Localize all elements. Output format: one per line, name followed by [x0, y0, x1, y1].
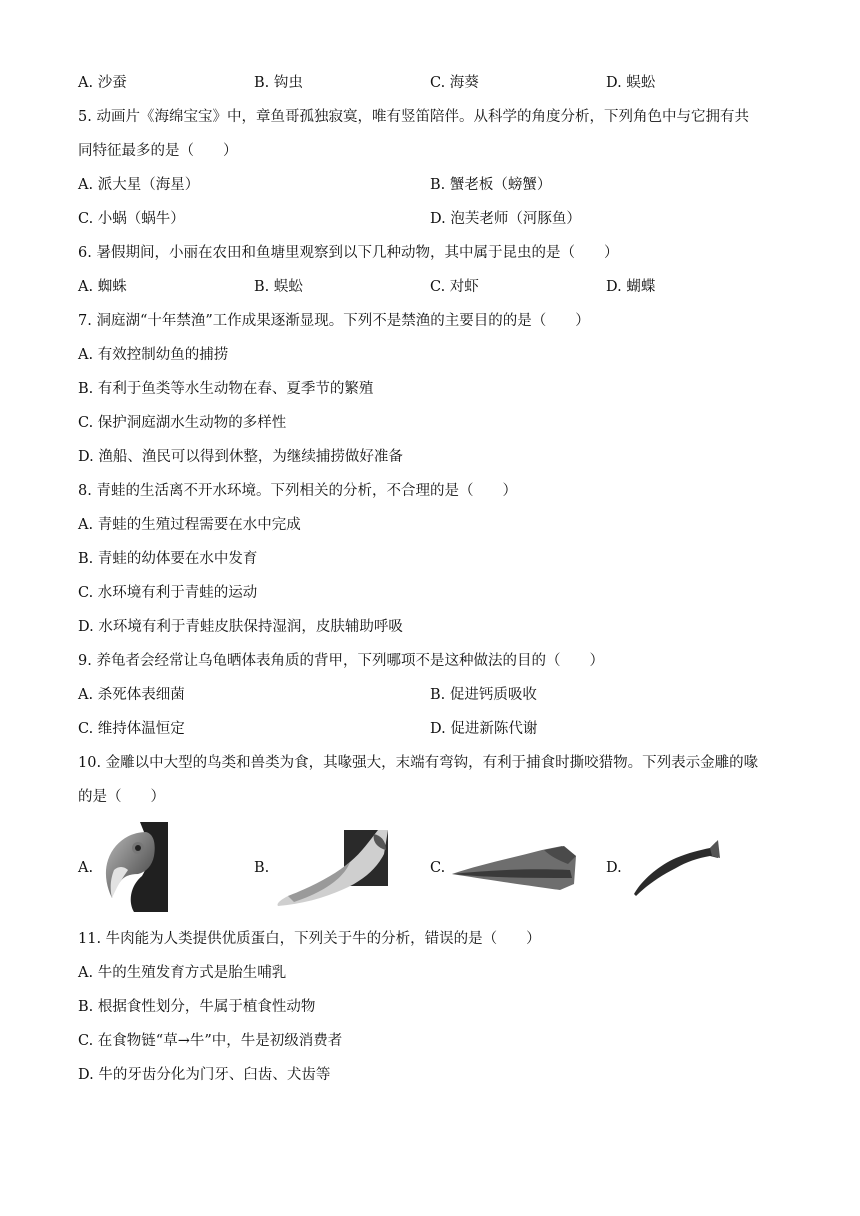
q4-option-d: D. 蜈蚣 — [606, 75, 656, 91]
q5-stem-line-2: 同特征最多的是（ ） — [78, 143, 238, 159]
q11-option-a: A. 牛的生殖发育方式是胎生哺乳 — [78, 965, 287, 981]
q10-image-d-thin-curved-beak — [632, 840, 720, 896]
q5-option-c: C. 小蜗（蜗牛） — [78, 211, 185, 227]
q11-option-b: B. 根据食性划分，牛属于植食性动物 — [78, 999, 316, 1015]
q8-option-d: D. 水环境有利于青蛙皮肤保持湿润，皮肤辅助呼吸 — [78, 619, 403, 635]
q5-stem-line-1: 5. 动画片《海绵宝宝》中，章鱼哥孤独寂寞，唯有竖笛陪伴。从科学的角度分析，下列角色中与它拥有共 — [78, 109, 749, 125]
q8-option-c: C. 水环境有利于青蛙的运动 — [78, 585, 258, 601]
q10-option-a-label: A. — [78, 860, 94, 876]
q5-option-d: D. 泡芙老师（河豚鱼） — [430, 211, 581, 227]
q8-stem: 8. 青蛙的生活离不开水环境。下列相关的分析，不合理的是（ ） — [78, 483, 517, 499]
q7-option-b: B. 有利于鱼类等水生动物在春、夏季节的繁殖 — [78, 381, 374, 397]
q10-option-c-label: C. — [430, 860, 446, 876]
q10-image-c-long-flat-beak — [452, 844, 576, 894]
q4-option-c: C. 海葵 — [430, 75, 479, 91]
q4-option-a: A. 沙蚕 — [78, 75, 127, 91]
q11-option-c: C. 在食物链“草→牛”中，牛是初级消费者 — [78, 1033, 343, 1049]
q6-option-d: D. 蝴蝶 — [606, 279, 656, 295]
q6-option-a: A. 蜘蛛 — [78, 279, 127, 295]
q9-option-d: D. 促进新陈代谢 — [430, 721, 538, 737]
q11-option-d: D. 牛的牙齿分化为门牙、臼齿、犬齿等 — [78, 1067, 331, 1083]
q9-option-b: B. 促进钙质吸收 — [430, 687, 537, 703]
q10-option-d-label: D. — [606, 860, 622, 876]
q10-stem-line-2: 的是（ ） — [78, 789, 165, 805]
q6-option-c: C. 对虾 — [430, 279, 479, 295]
q10-image-b-broad-duck-bill — [274, 830, 388, 906]
q11-stem: 11. 牛肉能为人类提供优质蛋白，下列关于牛的分析，错误的是（ ） — [78, 931, 541, 947]
q9-stem: 9. 养龟者会经常让乌龟晒体表角质的背甲，下列哪项不是这种做法的目的（ ） — [78, 653, 604, 669]
q8-option-a: A. 青蛙的生殖过程需要在水中完成 — [78, 517, 301, 533]
q9-option-a: A. 杀死体表细菌 — [78, 687, 185, 703]
q7-option-d: D. 渔船、渔民可以得到休整，为继续捕捞做好准备 — [78, 449, 403, 465]
q5-option-b: B. 蟹老板（螃蟹） — [430, 177, 552, 193]
q7-option-c: C. 保护洞庭湖水生动物的多样性 — [78, 415, 287, 431]
q7-option-a: A. 有效控制幼鱼的捕捞 — [78, 347, 229, 363]
q6-option-b: B. 蜈蚣 — [254, 279, 303, 295]
q10-option-b-label: B. — [254, 860, 270, 876]
q7-stem: 7. 洞庭湖“十年禁渔”工作成果逐渐显现。下列不是禁渔的主要目的的是（ ） — [78, 313, 590, 329]
q9-option-c: C. 维持体温恒定 — [78, 721, 185, 737]
q6-stem: 6. 暑假期间，小丽在农田和鱼塘里观察到以下几种动物，其中属于昆虫的是（ ） — [78, 245, 619, 261]
q10-image-a-hooked-raptor-beak — [100, 822, 170, 912]
q8-option-b: B. 青蛙的幼体要在水中发育 — [78, 551, 258, 567]
q4-option-b: B. 钩虫 — [254, 75, 303, 91]
q5-option-a: A. 派大星（海星） — [78, 177, 200, 193]
q10-stem-line-1: 10. 金雕以中大型的鸟类和兽类为食，其喙强大，末端有弯钩，有利于捕食时撕咬猎物。下列表示金雕的喙 — [78, 755, 759, 771]
